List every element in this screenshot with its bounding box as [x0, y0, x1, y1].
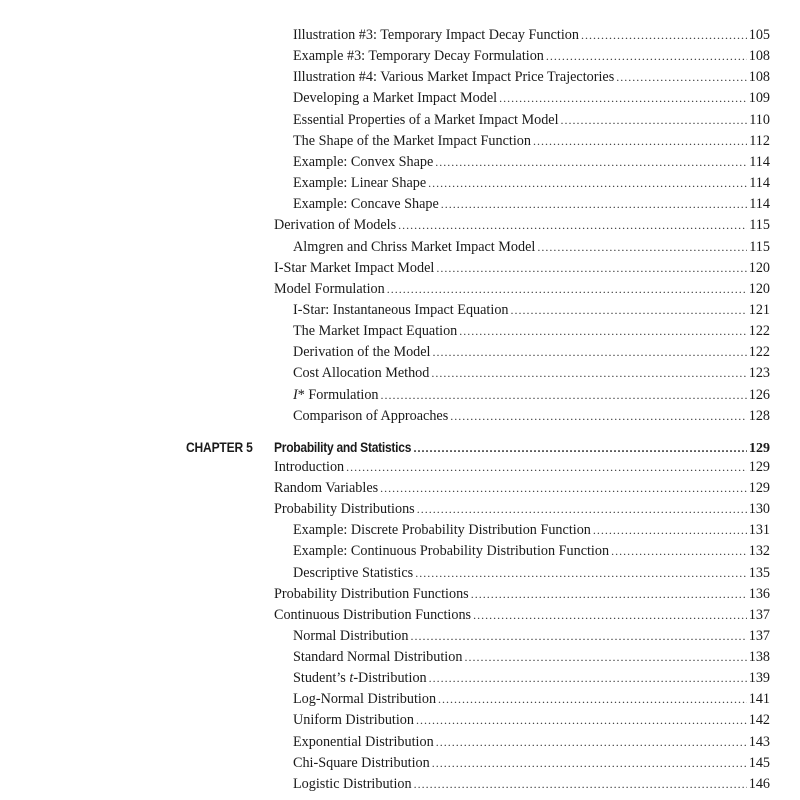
- toc-entry-page-number: 128: [748, 407, 770, 424]
- toc-entry-title: Illustration #3: Temporary Impact Decay Function: [293, 27, 579, 43]
- toc-entry-title: Logistic Distribution: [293, 775, 412, 792]
- toc-entry-title: Almgren and Chriss Market Impact Model: [293, 238, 536, 255]
- toc-entry-page-number: 110: [749, 111, 770, 128]
- dot-leader: [398, 215, 747, 236]
- dot-leader: [413, 437, 747, 459]
- toc-entry[interactable]: [274, 457, 770, 478]
- toc-entry-page-number: 123: [748, 365, 770, 382]
- toc-entry-title: Developing a Market Impact Model: [293, 90, 498, 107]
- toc-entry-title: Exponential Distribution: [293, 733, 434, 750]
- toc-entry[interactable]: [293, 563, 770, 584]
- toc-entry[interactable]: [293, 363, 770, 384]
- dot-leader: [381, 385, 747, 406]
- toc-entry-title: Normal Distribution: [293, 627, 409, 644]
- dot-leader: [546, 46, 747, 67]
- dot-leader: [441, 194, 747, 215]
- dot-leader: [593, 520, 747, 541]
- toc-entry-title: Uniform Distribution: [293, 712, 414, 729]
- toc-entry[interactable]: [293, 300, 770, 321]
- toc-entry[interactable]: [293, 541, 770, 562]
- dot-leader: [438, 689, 747, 710]
- dot-leader: [415, 563, 747, 584]
- toc-entry-title: Example: Linear Shape: [293, 175, 427, 192]
- dot-leader: [416, 710, 747, 731]
- dot-leader: [533, 131, 747, 152]
- toc-entry[interactable]: [274, 478, 770, 499]
- dot-leader: [436, 732, 747, 753]
- toc-entry-page-number: 115: [749, 238, 770, 255]
- dot-leader: [429, 668, 747, 689]
- toc-entry-title: Random Variables: [274, 480, 379, 497]
- toc-entry-title: Derivation of Models: [274, 217, 397, 234]
- toc-entry-title: Introduction: [274, 459, 345, 475]
- toc-entry-title: Illustration #4: Various Market Impact Price Trajectories: [293, 69, 615, 86]
- dot-leader: [431, 363, 746, 384]
- chapter-heading[interactable]: [186, 436, 770, 458]
- dot-leader: [611, 541, 747, 562]
- toc-entry-page-number: 141: [748, 691, 770, 708]
- toc-entry[interactable]: [293, 88, 770, 109]
- toc-entry[interactable]: [293, 131, 770, 152]
- dot-leader: [581, 25, 747, 46]
- toc-entry-title: Log-Normal Distribution: [293, 691, 437, 708]
- dot-leader: [346, 457, 747, 478]
- toc-entry-title: Comparison of Approaches: [293, 407, 449, 424]
- toc-entry-title: I-Star Market Impact Model: [274, 259, 435, 276]
- dot-leader: [435, 152, 747, 173]
- toc-entry-title: Probability Distribution Functions: [274, 585, 469, 602]
- dot-leader: [433, 342, 747, 363]
- toc-entry-page-number: 131: [748, 522, 770, 539]
- toc-entry-title: I* Formulation: [293, 386, 379, 403]
- chapter-label: CHAPTER 5: [186, 439, 253, 455]
- dot-leader: [432, 753, 747, 774]
- toc-entry-page-number: 139: [748, 670, 770, 687]
- toc-entry-page-number: 108: [748, 48, 770, 65]
- chapter-title: Probability and Statistics: [274, 439, 412, 455]
- toc-entry[interactable]: [293, 46, 770, 67]
- chapter-page-number: 129: [749, 441, 770, 456]
- toc-entry-page-number: 138: [748, 649, 770, 666]
- toc-entry-page-number: 129: [748, 459, 770, 475]
- toc-entry-title: Model Formulation: [274, 280, 385, 297]
- toc-entry[interactable]: [274, 584, 770, 605]
- toc-entry[interactable]: [293, 732, 770, 753]
- toc-entry-page-number: 121: [748, 301, 770, 318]
- toc-entry[interactable]: [293, 25, 770, 46]
- toc-entry[interactable]: [293, 67, 770, 88]
- toc-entry[interactable]: [293, 152, 770, 173]
- dot-leader: [537, 237, 747, 258]
- toc-entry-page-number: 146: [748, 775, 770, 792]
- toc-entry-title: Descriptive Statistics: [293, 564, 414, 581]
- toc-entry-title: Example: Convex Shape: [293, 153, 434, 170]
- toc-entry[interactable]: [293, 237, 770, 258]
- toc-entry[interactable]: [293, 753, 770, 774]
- toc-entry-page-number: 130: [748, 501, 770, 518]
- dot-leader: [436, 258, 746, 279]
- toc-entry-title: Essential Properties of a Market Impact Model: [293, 111, 559, 128]
- toc-entry-page-number: 120: [748, 280, 770, 297]
- toc-entry-title: Example: Continuous Probability Distribution Function: [293, 543, 610, 560]
- toc-entry[interactable]: [293, 110, 770, 131]
- toc-entry[interactable]: [274, 279, 770, 300]
- toc-entry-title: Example: Concave Shape: [293, 196, 439, 213]
- toc-entry-page-number: 115: [749, 217, 770, 234]
- toc-entry-title: Derivation of the Model: [293, 344, 431, 361]
- dot-leader: [561, 110, 748, 131]
- toc-entry-page-number: 145: [748, 754, 770, 771]
- toc-entry[interactable]: [293, 194, 770, 215]
- toc-entry[interactable]: [293, 647, 770, 668]
- toc-entry-page-number: 136: [748, 585, 770, 602]
- toc-entry-page-number: 120: [748, 259, 770, 276]
- toc-entry-title: The Market Impact Equation: [293, 323, 458, 340]
- toc-entry-page-number: 135: [748, 564, 770, 581]
- toc-entry-page-number: 129: [748, 480, 770, 497]
- toc-entry-page-number: 112: [749, 132, 770, 149]
- toc-entry[interactable]: [293, 406, 770, 427]
- toc-entry-page-number: 142: [748, 712, 770, 729]
- toc-entry-title: I-Star: Instantaneous Impact Equation: [293, 301, 509, 318]
- toc-entry-title: Cost Allocation Method: [293, 365, 430, 382]
- toc-entry[interactable]: [274, 499, 770, 520]
- toc-entry-page-number: 114: [749, 175, 770, 192]
- toc-entry[interactable]: [293, 520, 770, 541]
- dot-leader: [499, 88, 747, 109]
- toc-entry[interactable]: [293, 710, 770, 731]
- toc-entry-page-number: 114: [749, 153, 770, 170]
- toc-entry[interactable]: [274, 215, 770, 236]
- toc-entry-page-number: 122: [748, 344, 770, 361]
- dot-leader: [473, 605, 747, 626]
- dot-leader: [380, 478, 747, 499]
- toc-entry-title: Standard Normal Distribution: [293, 649, 463, 666]
- dot-leader: [511, 300, 747, 321]
- toc-entry-page-number: 137: [748, 627, 770, 644]
- toc-entry[interactable]: [274, 605, 770, 626]
- toc-entry-page-number: 108: [748, 69, 770, 86]
- toc-entry-title: Chi-Square Distribution: [293, 754, 430, 771]
- toc-entry-page-number: 109: [748, 90, 770, 107]
- toc-entry[interactable]: [293, 668, 770, 689]
- toc-entry[interactable]: [293, 173, 770, 194]
- toc-entry[interactable]: [274, 258, 770, 279]
- toc-entry-page-number: 105: [748, 27, 770, 43]
- toc-entry-title: The Shape of the Market Impact Function: [293, 132, 531, 149]
- toc-entry-page-number: 132: [748, 543, 770, 560]
- toc-entry-title: Student’s t-Distribution: [293, 670, 427, 687]
- dot-leader: [616, 67, 746, 88]
- toc-entry[interactable]: [293, 342, 770, 363]
- dot-leader: [450, 406, 746, 427]
- toc-entry-page-number: 137: [748, 606, 770, 623]
- toc-entry[interactable]: [293, 385, 770, 406]
- toc-entry-page-number: 143: [748, 733, 770, 750]
- toc-entry[interactable]: [293, 321, 770, 342]
- toc-entry-title: Continuous Distribution Functions: [274, 606, 472, 623]
- dot-leader: [410, 626, 746, 647]
- dot-leader: [459, 321, 746, 342]
- toc-entry[interactable]: [293, 626, 770, 647]
- toc-entry-page-number: 122: [748, 323, 770, 340]
- toc-entry-title: Probability Distributions: [274, 501, 415, 518]
- toc-entry-title: Example #3: Temporary Decay Formulation: [293, 48, 544, 65]
- toc-entry[interactable]: [293, 689, 770, 710]
- dot-leader: [428, 173, 747, 194]
- toc-entry-page-number: 126: [748, 386, 770, 403]
- toc-entry[interactable]: [293, 774, 770, 795]
- dot-leader: [387, 279, 747, 300]
- toc-entry-page-number: 114: [749, 196, 770, 213]
- dot-leader: [417, 499, 747, 520]
- toc-entry-title: Example: Discrete Probability Distribution Function: [293, 522, 591, 539]
- dot-leader: [464, 647, 746, 668]
- dot-leader: [471, 584, 747, 605]
- dot-leader: [414, 774, 747, 795]
